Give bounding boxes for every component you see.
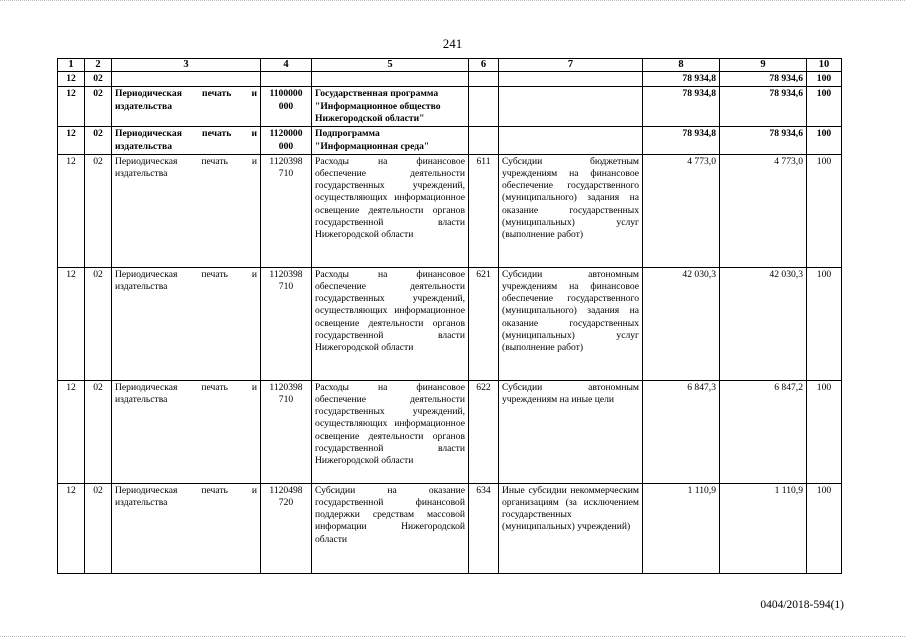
planned-amount: 1 110,9 <box>643 483 720 573</box>
execution-percent: 100 <box>807 380 842 483</box>
section-code: 12 <box>58 72 85 87</box>
article-name: Расходы на финансовое обеспечение деятельности государственных учреждений, осуществляющих информационное освещение деятельности органов государственной власти Нижегородской области <box>312 154 469 267</box>
section-name: Периодическая печать и издательства <box>112 483 261 573</box>
execution-percent: 100 <box>807 87 842 127</box>
section-code: 12 <box>58 87 85 127</box>
expense-type-name <box>499 87 643 127</box>
header-cell: 5 <box>312 59 469 72</box>
section-code: 12 <box>58 267 85 380</box>
section-code: 12 <box>58 127 85 154</box>
section-name: Периодическая печать и издательства <box>112 127 261 154</box>
table-row <box>58 127 842 154</box>
subsection-code: 02 <box>85 127 112 154</box>
article-name: Субсидии на оказание государственной финансовой поддержки средствам массовой информации Нижегородской области <box>312 483 469 573</box>
section-name: Периодическая печать и издательства <box>112 154 261 267</box>
header-cell: 3 <box>112 59 261 72</box>
expense-type-code: 622 <box>469 380 499 483</box>
execution-percent: 100 <box>807 127 842 154</box>
header-cell: 10 <box>807 59 842 72</box>
table-row <box>58 483 842 573</box>
article-name: Расходы на финансовое обеспечение деятельности государственных учреждений, осуществляющих информационное освещение деятельности органов государственной власти Нижегородской области <box>312 380 469 483</box>
planned-amount: 78 934,8 <box>643 72 720 87</box>
expense-type-code: 611 <box>469 154 499 267</box>
header-cell: 8 <box>643 59 720 72</box>
actual-amount: 78 934,6 <box>720 127 807 154</box>
execution-percent: 100 <box>807 154 842 267</box>
header-cell: 7 <box>499 59 643 72</box>
actual-amount: 4 773,0 <box>720 154 807 267</box>
table-row <box>58 380 842 483</box>
target-article-code: 1120398 710 <box>261 380 312 483</box>
section-name <box>112 72 261 87</box>
article-name: Подпрограмма "Информационная среда" <box>312 127 469 154</box>
table-row <box>58 72 842 87</box>
header-cell: 4 <box>261 59 312 72</box>
planned-amount: 78 934,8 <box>643 127 720 154</box>
page-number: 241 <box>442 36 463 51</box>
actual-amount: 78 934,6 <box>720 72 807 87</box>
subsection-code: 02 <box>85 154 112 267</box>
article-name: Расходы на финансовое обеспечение деятельности государственных учреждений, осуществляющих информационное освещение деятельности органов государственной власти Нижегородской области <box>312 267 469 380</box>
header-cell: 1 <box>58 59 85 72</box>
header-cell: 9 <box>720 59 807 72</box>
article-name <box>312 72 469 87</box>
section-name: Периодическая печать и издательства <box>112 267 261 380</box>
subsection-code: 02 <box>85 72 112 87</box>
planned-amount: 4 773,0 <box>643 154 720 267</box>
target-article-code: 1100000 000 <box>261 87 312 127</box>
header-cell: 2 <box>85 59 112 72</box>
table-row <box>58 154 842 267</box>
section-name: Периодическая печать и издательства <box>112 87 261 127</box>
subsection-code: 02 <box>85 380 112 483</box>
scan-edge-top <box>0 0 905 3</box>
target-article-code: 1120000 000 <box>261 127 312 154</box>
expense-type-code <box>469 127 499 154</box>
planned-amount: 78 934,8 <box>643 87 720 127</box>
actual-amount: 1 110,9 <box>720 483 807 573</box>
section-code: 12 <box>58 483 85 573</box>
execution-percent: 100 <box>807 267 842 380</box>
subsection-code: 02 <box>85 87 112 127</box>
section-code: 12 <box>58 154 85 267</box>
scan-edge-bottom <box>0 636 905 639</box>
execution-percent: 100 <box>807 483 842 573</box>
expense-type-code <box>469 87 499 127</box>
expense-type-name <box>499 72 643 87</box>
execution-percent: 100 <box>807 72 842 87</box>
subsection-code: 02 <box>85 483 112 573</box>
target-article-code: 1120498 720 <box>261 483 312 573</box>
article-name: Государственная программа "Информационное общество Нижегородской области" <box>312 87 469 127</box>
section-name: Периодическая печать и издательства <box>112 380 261 483</box>
header-row <box>58 59 842 72</box>
document-code: 0404/2018-594(1) <box>760 599 844 611</box>
expense-type-code: 634 <box>469 483 499 573</box>
expense-type-name: Субсидии автономным учреждениям на финансовое обеспечение государственного (муниципального) задания на оказание государственных (муниципальных) услуг (выполнение работ) <box>499 267 643 380</box>
expense-type-code <box>469 72 499 87</box>
subsection-code: 02 <box>85 267 112 380</box>
target-article-code: 1120398 710 <box>261 267 312 380</box>
target-article-code <box>261 72 312 87</box>
table-row <box>58 87 842 127</box>
section-code: 12 <box>58 380 85 483</box>
header-cell: 6 <box>469 59 499 72</box>
expense-type-name <box>499 127 643 154</box>
expense-type-name: Субсидии бюджетным учреждениям на финансовое обеспечение государственного (муниципального) задания на оказание государственных (муниципальных) услуг (выполнение работ) <box>499 154 643 267</box>
expense-type-name: Иные субсидии некоммерческим организациям (за исключением государственных (муниципальных) учреждений) <box>499 483 643 573</box>
planned-amount: 42 030,3 <box>643 267 720 380</box>
table-row <box>58 267 842 380</box>
budget-table <box>57 58 842 574</box>
expense-type-name: Субсидии автономным учреждениям на иные цели <box>499 380 643 483</box>
target-article-code: 1120398 710 <box>261 154 312 267</box>
actual-amount: 78 934,6 <box>720 87 807 127</box>
actual-amount: 6 847,2 <box>720 380 807 483</box>
actual-amount: 42 030,3 <box>720 267 807 380</box>
expense-type-code: 621 <box>469 267 499 380</box>
planned-amount: 6 847,3 <box>643 380 720 483</box>
